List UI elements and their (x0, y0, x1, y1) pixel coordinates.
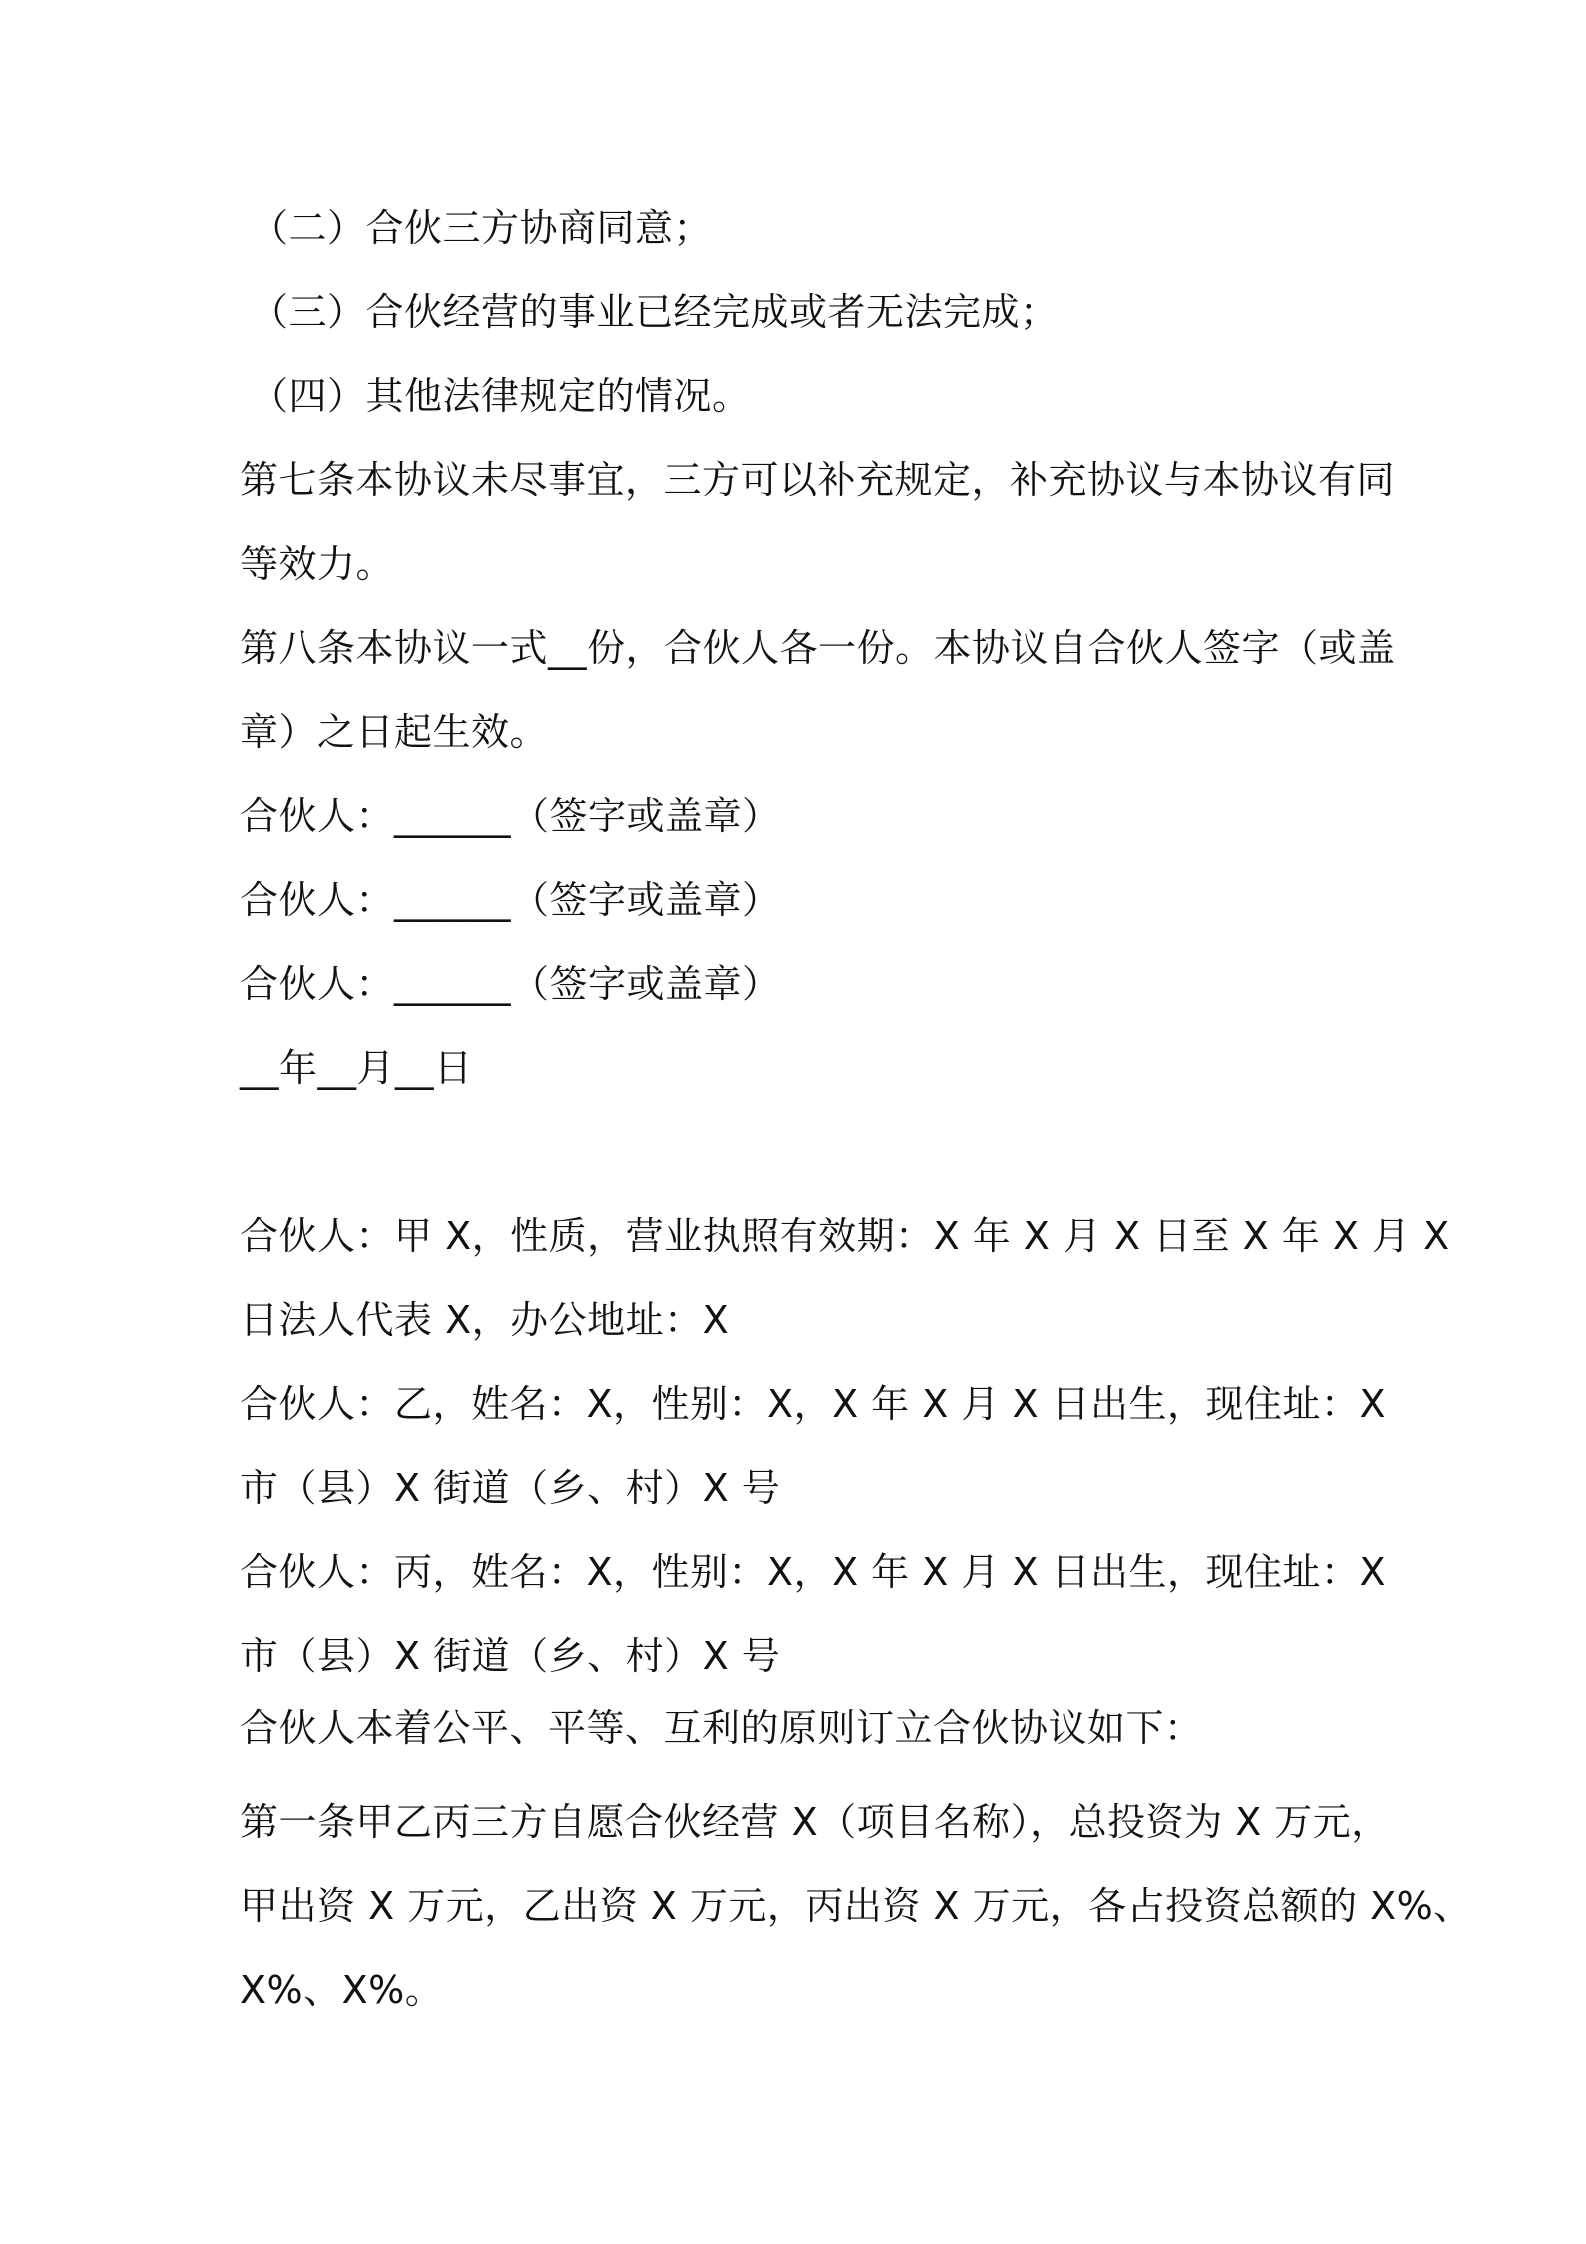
item-three: （三）合伙经营的事业已经完成或者无法完成； (250, 290, 1059, 334)
signature-line: 合伙人：______（签字或盖章） (240, 962, 781, 1006)
partner-c-line2: 市（县）X 街道（乡、村）X 号 (240, 1634, 781, 1678)
principle-statement: 合伙人本着公平、平等、互利的原则订立合伙协议如下： (240, 1706, 1203, 1750)
partner-c-line1: 合伙人：丙，姓名：X，性别：X，X 年 X 月 X 日出生，现住址：X (240, 1550, 1387, 1594)
item-four: （四）其他法律规定的情况。 (250, 374, 751, 418)
item-two: （二）合伙三方协商同意； (250, 206, 713, 250)
partner-b-line2: 市（县）X 街道（乡、村）X 号 (240, 1466, 781, 1510)
partner-a-line2: 日法人代表 X，办公地址：X (240, 1298, 730, 1342)
article8-line1: 第八条本协议一式__份，合伙人各一份。本协议自合伙人签字（或盖 (240, 626, 1396, 670)
article8-line2: 章）之日起生效。 (240, 710, 549, 754)
partner-b-line1: 合伙人：乙，姓名：X，性别：X，X 年 X 月 X 日出生，现住址：X (240, 1382, 1387, 1426)
article1-line2: 甲出资 X 万元，乙出资 X 万元，丙出资 X 万元，各占投资总额的 X%、 (240, 1884, 1472, 1928)
article7-line2: 等效力。 (240, 542, 395, 586)
signature-line: 合伙人：______（签字或盖章） (240, 878, 781, 922)
partner-a-line1: 合伙人：甲 X，性质，营业执照有效期：X 年 X 月 X 日至 X 年 X 月 X (240, 1214, 1450, 1258)
signature-line: 合伙人：______（签字或盖章） (240, 794, 781, 838)
date-line: __年__月__日 (240, 1046, 473, 1090)
article1-line3: X%、X%。 (240, 1968, 444, 2012)
article1-line1: 第一条甲乙丙三方自愿合伙经营 X（项目名称），总投资为 X 万元， (240, 1800, 1390, 1844)
article7-line1: 第七条本协议未尽事宜，三方可以补充规定，补充协议与本协议有同 (240, 458, 1396, 502)
